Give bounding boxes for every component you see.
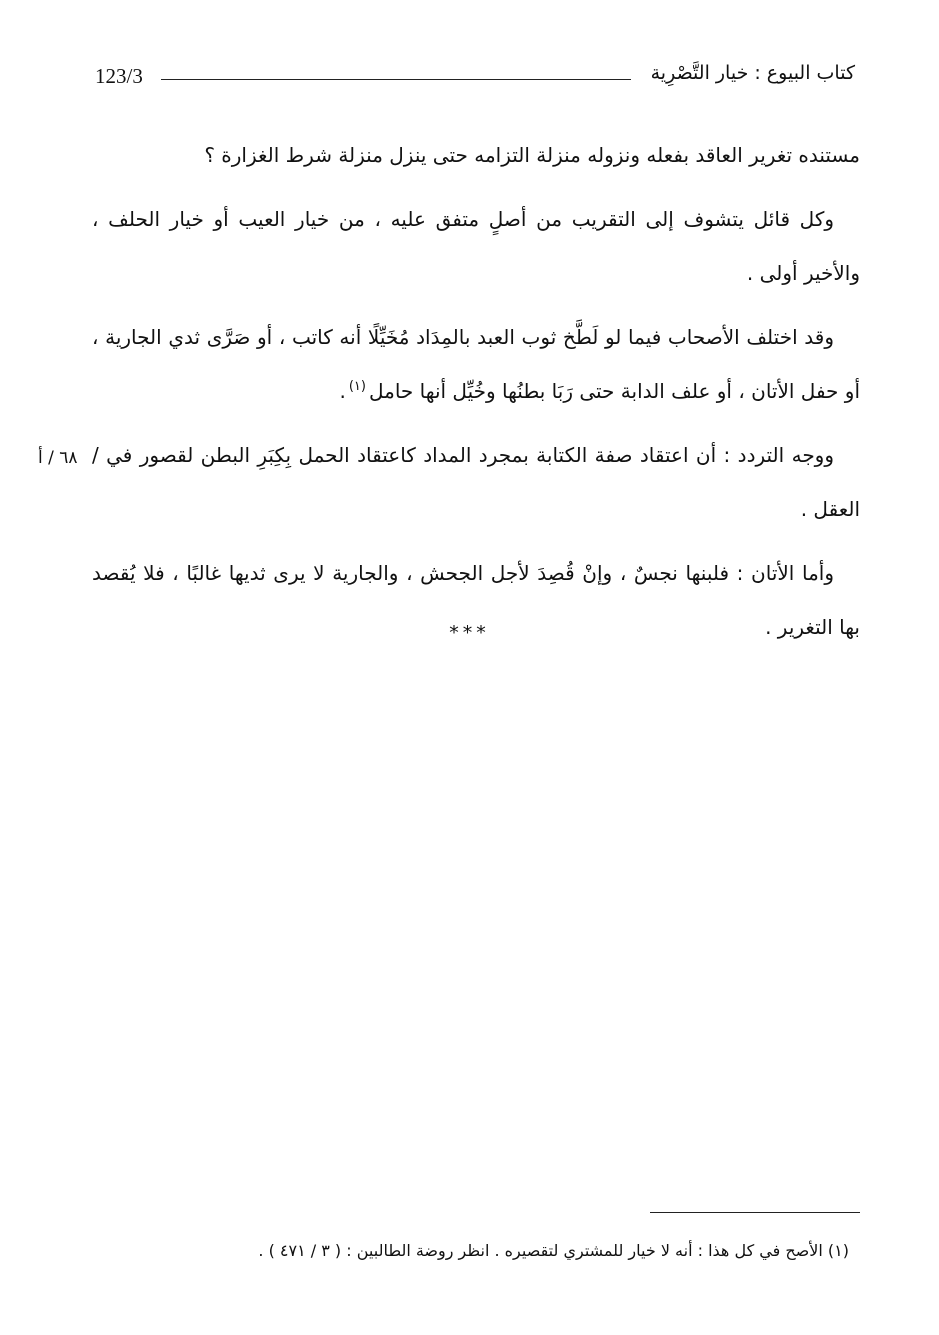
paragraph-3-end: . [339, 379, 346, 403]
footnote-rule [650, 1212, 860, 1213]
footnote: (١) الأصح في كل هذا : أنه لا خيار للمشتري لتقصيره . انظر روضة الطالبين : ( ٣ / ٤٧١ ) . [258, 1241, 849, 1260]
running-header [95, 62, 855, 96]
paragraph-3 [92, 310, 860, 418]
paragraph-2: وكل قائل يتشوف إلى التقريب من أصلٍ متفق عليه ، من خيار العيب أو خيار الحلف ، والأخير أولى . [92, 207, 860, 285]
running-title: كتاب البيوع : خيار التَّصْرِية [650, 62, 855, 84]
paragraph-5: وأما الأتان : فلبنها نجسٌ ، وإنْ قُصِدَ لأجل الجحش ، والجارية لا يرى ثديها غالبًا ، فلا يُقصد بها التغرير . [92, 561, 860, 639]
paragraph-3-text: وقد اختلف الأصحاب فيما لو لَطَّخ ثوب العبد بالمِدَاد مُخَيِّلًا أنه كاتب ، أو صَرَّى ثدي الجارية ، أو حفل الأتان ، أو علف الدابة حتى رَبَا بطنُها وخُيِّل أنها حامل [92, 325, 860, 403]
manuscript-folio-note: ٦٨ / أ [38, 448, 78, 468]
page-number: 123/3 [95, 64, 143, 88]
footnote-reference[interactable]: (١) [348, 379, 366, 395]
section-separator: *** [449, 622, 490, 644]
paragraph-1: مستنده تغرير العاقد بفعله ونزوله منزلة التزامه حتى ينزل منزلة شرط الغزارة ؟ [204, 143, 860, 167]
header-rule [161, 79, 631, 80]
paragraph-4: ووجه التردد : أن اعتقاد صفة الكتابة بمجرد المداد كاعتقاد الحمل بِكِبَرِ البطن لقصور في / العقل . [92, 443, 860, 521]
body-text [92, 128, 860, 664]
